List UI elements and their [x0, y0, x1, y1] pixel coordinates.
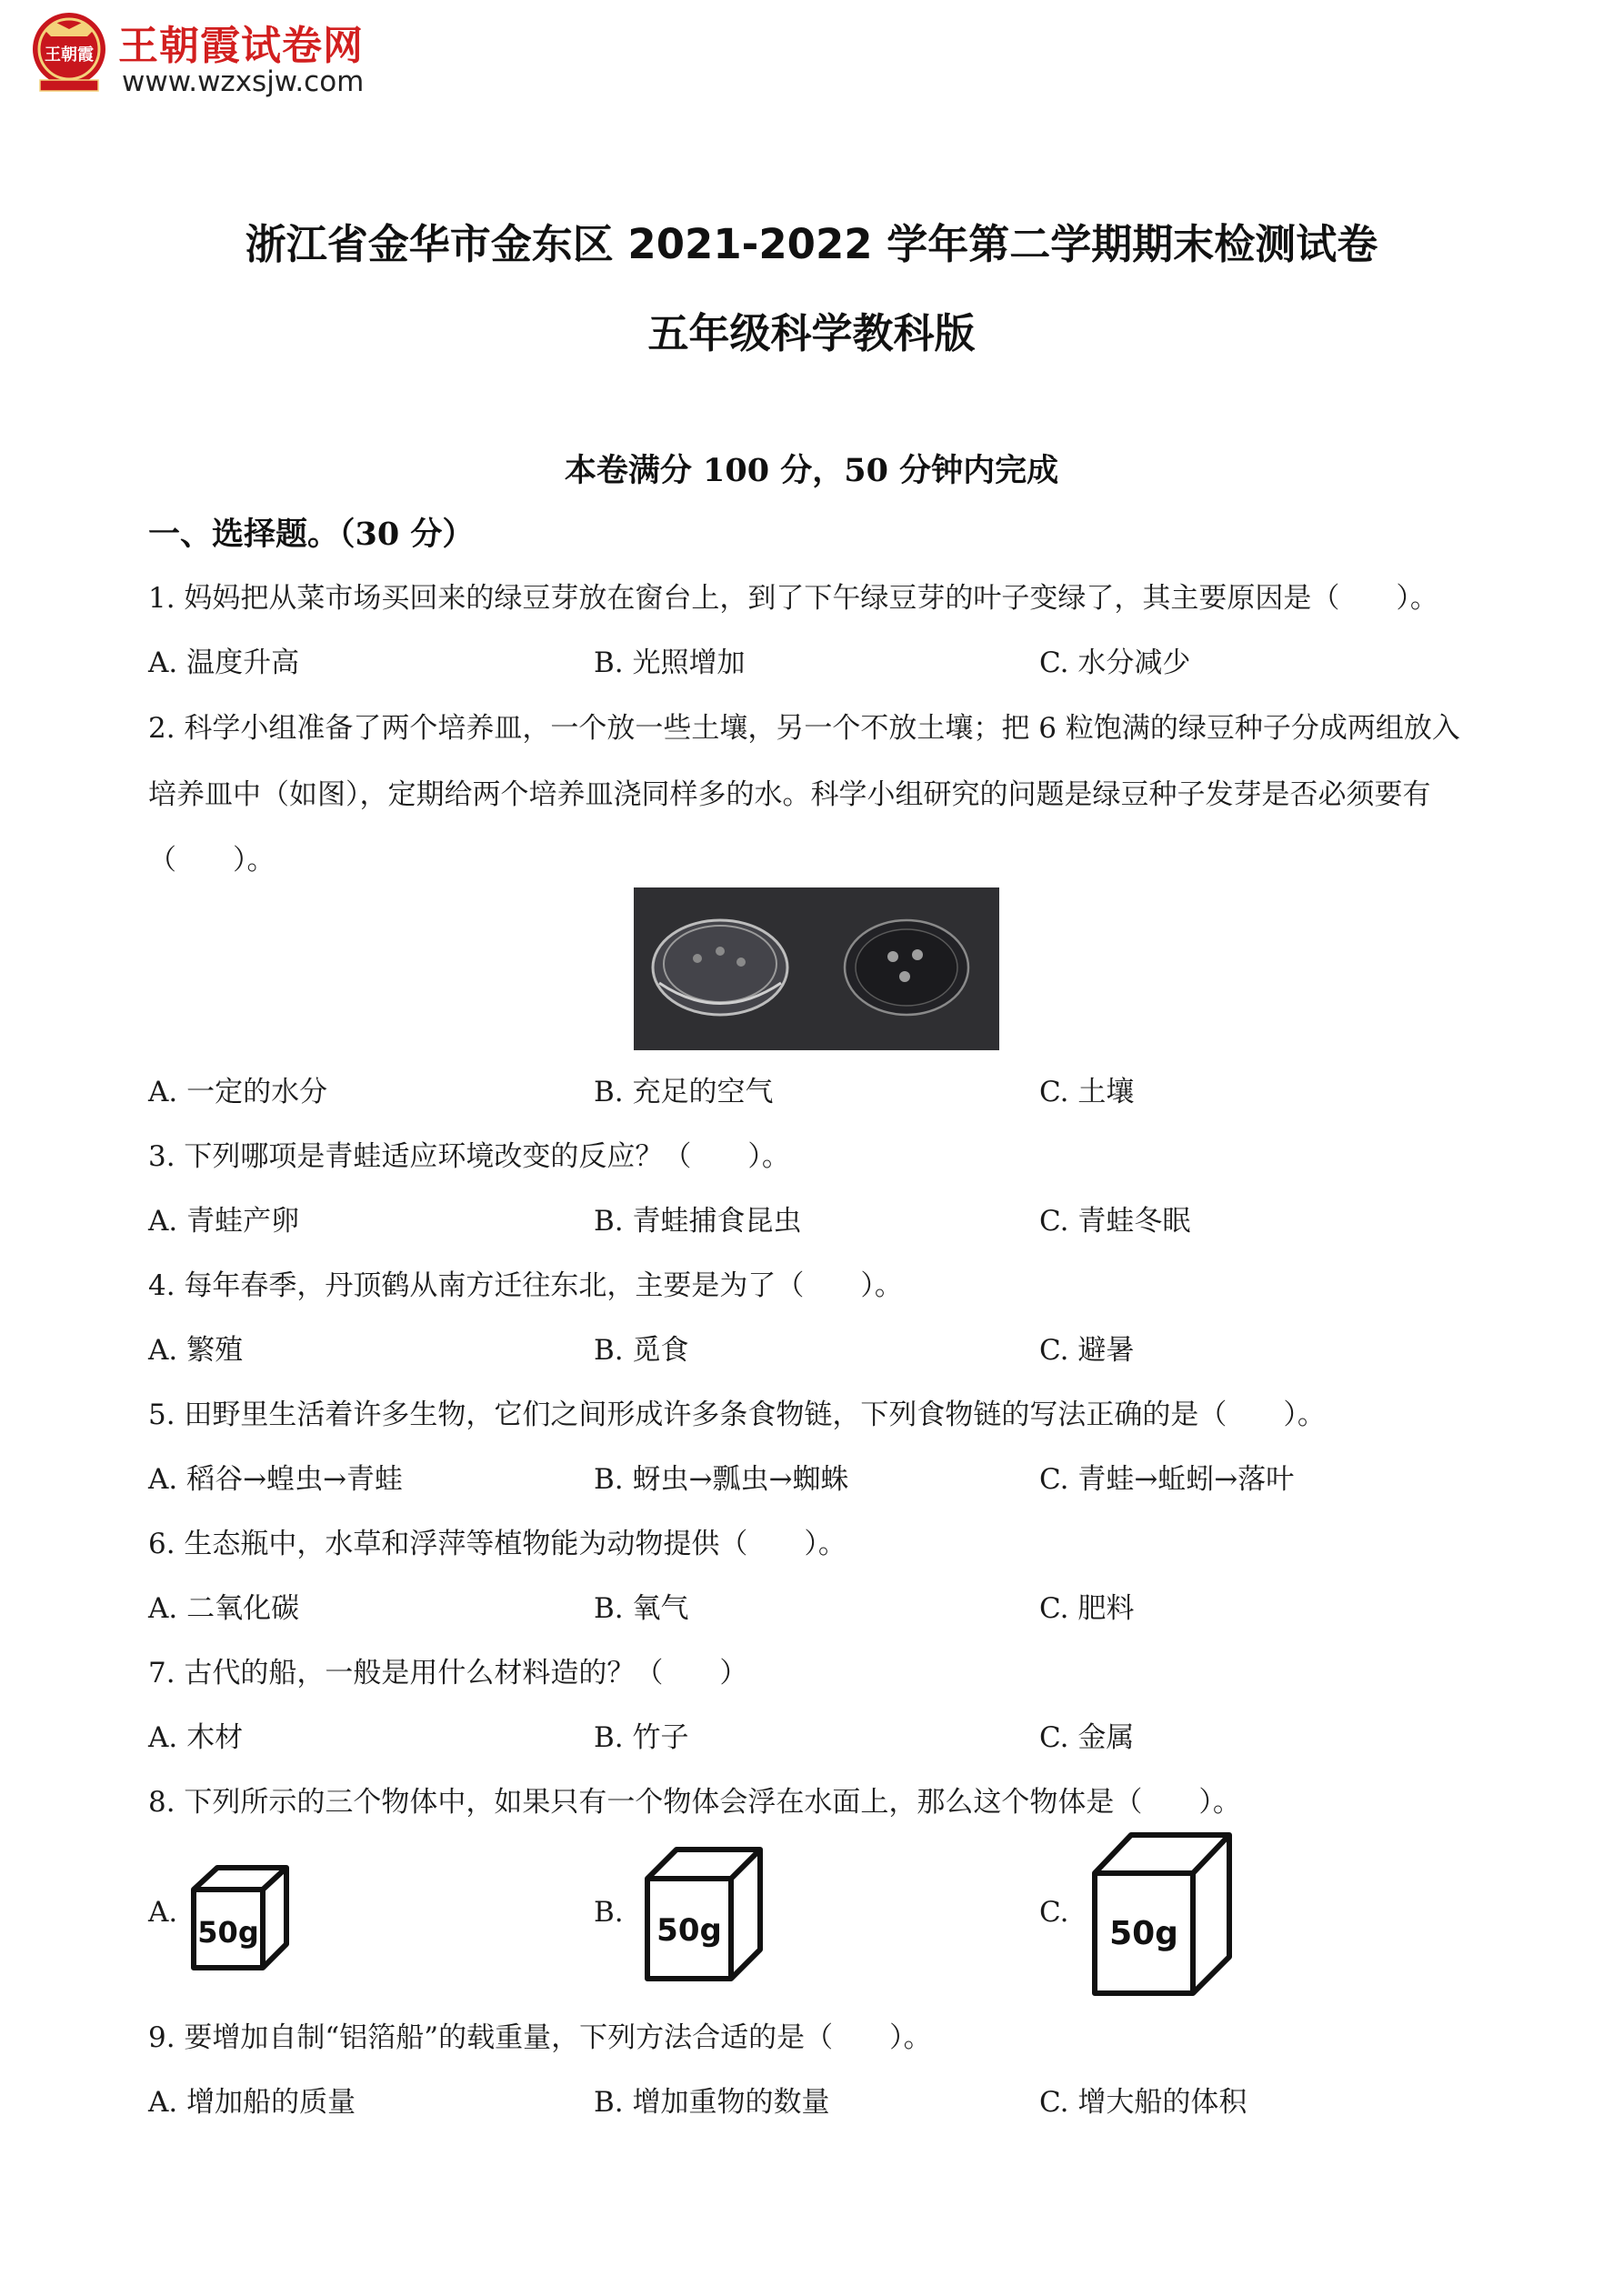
- question-2-line-2: 培养皿中（如图），定期给两个培养皿浇同样多的水。科学小组研究的问题是绿豆种子发芽是否必须要有: [148, 778, 1431, 811]
- question-7: 7. 古代的船，一般是用什么材料造的？（ ）: [148, 1657, 748, 1689]
- q5-option-b: B. 蚜虫→瓢虫→蜘蛛: [594, 1463, 849, 1496]
- q2-option-b: B. 充足的空气: [594, 1076, 774, 1108]
- large-cube-icon: [1087, 1828, 1238, 2000]
- q5-option-c: C. 青蛙→蚯蚓→落叶: [1039, 1463, 1295, 1496]
- site-logo: [27, 9, 409, 109]
- q9-option-c: C. 增大船的体积: [1039, 2086, 1247, 2119]
- section-heading: 一、选择题。（30 分）: [148, 516, 475, 553]
- q8-option-a-label: A.: [148, 1896, 178, 1929]
- q6-option-a: A. 二氧化碳: [148, 1592, 300, 1625]
- question-9: 9. 要增加自制“铝箔船”的载重量，下列方法合适的是（ ）。: [148, 2021, 932, 2054]
- q3-option-b: B. 青蛙捕食昆虫: [594, 1205, 802, 1238]
- q1-option-a: A. 温度升高: [148, 647, 300, 679]
- q6-option-b: B. 氧气: [594, 1592, 689, 1625]
- svg-text:50g: 50g: [197, 1915, 259, 1950]
- svg-text:50g: 50g: [656, 1912, 722, 1949]
- exam-info: 本卷满分 100 分，50 分钟内完成: [564, 452, 1059, 489]
- question-1: 1. 妈妈把从菜市场买回来的绿豆芽放在窗台上，到了下午绿豆芽的叶子变绿了，其主要原因是（ ）。: [148, 582, 1438, 615]
- q7-option-b: B. 竹子: [594, 1721, 689, 1754]
- q1-option-b: B. 光照增加: [594, 647, 746, 679]
- question-6: 6. 生态瓶中，水草和浮萍等植物能为动物提供（ ）。: [148, 1528, 847, 1560]
- q3-option-c: C. 青蛙冬眠: [1039, 1205, 1191, 1238]
- question-2-line-3: （ ）。: [148, 844, 276, 877]
- brand-name: 王朝霞试卷网: [118, 23, 364, 69]
- petri-dish-photo: [634, 887, 999, 1050]
- q8-option-c-label: C.: [1039, 1896, 1069, 1929]
- petri-dish-with-soil: [653, 920, 787, 1015]
- seal-icon: [27, 9, 111, 93]
- question-8: 8. 下列所示的三个物体中，如果只有一个物体会浮在水面上，那么这个物体是（ ）。: [148, 1786, 1241, 1819]
- petri-dish-without-soil: [845, 920, 968, 1015]
- question-4: 4. 每年春季，丹顶鹤从南方迁往东北，主要是为了（ ）。: [148, 1269, 903, 1302]
- exam-title: 浙江省金华市金东区 2021-2022 学年第二学期期末检测试卷: [245, 220, 1378, 268]
- q6-option-c: C. 肥料: [1039, 1592, 1135, 1625]
- q7-option-a: A. 木材: [148, 1721, 244, 1754]
- svg-text:50g: 50g: [1109, 1915, 1178, 1952]
- q2-option-c: C. 土壤: [1039, 1076, 1135, 1108]
- q1-option-c: C. 水分减少: [1039, 647, 1191, 679]
- q9-option-b: B. 增加重物的数量: [594, 2086, 830, 2119]
- brand-url[interactable]: www.wzxsjw.com: [122, 65, 365, 98]
- q7-option-c: C. 金属: [1039, 1721, 1135, 1754]
- exam-subject: 五年级科学教科版: [647, 309, 976, 357]
- svg-text:王朝霞: 王朝霞: [45, 45, 94, 65]
- medium-cube-icon: [640, 1842, 769, 1986]
- q5-option-a: A. 稻谷→蝗虫→青蛙: [148, 1463, 404, 1496]
- q9-option-a: A. 增加船的质量: [148, 2086, 356, 2119]
- question-5: 5. 田野里生活着许多生物，它们之间形成许多条食物链，下列食物链的写法正确的是（ ）。: [148, 1399, 1326, 1431]
- q4-option-b: B. 觅食: [594, 1334, 689, 1367]
- q4-option-a: A. 繁殖: [148, 1334, 244, 1367]
- question-2-line-1: 2. 科学小组准备了两个培养皿，一个放一些土壤，另一个不放土壤；把 6 粒饱满的绿豆种子分成两组放入: [148, 712, 1460, 745]
- small-cube-icon: [186, 1862, 296, 1973]
- q8-option-b-label: B.: [594, 1896, 624, 1929]
- q2-option-a: A. 一定的水分: [148, 1076, 328, 1108]
- q4-option-c: C. 避暑: [1039, 1334, 1135, 1367]
- q3-option-a: A. 青蛙产卵: [148, 1205, 300, 1238]
- question-3: 3. 下列哪项是青蛙适应环境改变的反应？（ ）。: [148, 1140, 790, 1173]
